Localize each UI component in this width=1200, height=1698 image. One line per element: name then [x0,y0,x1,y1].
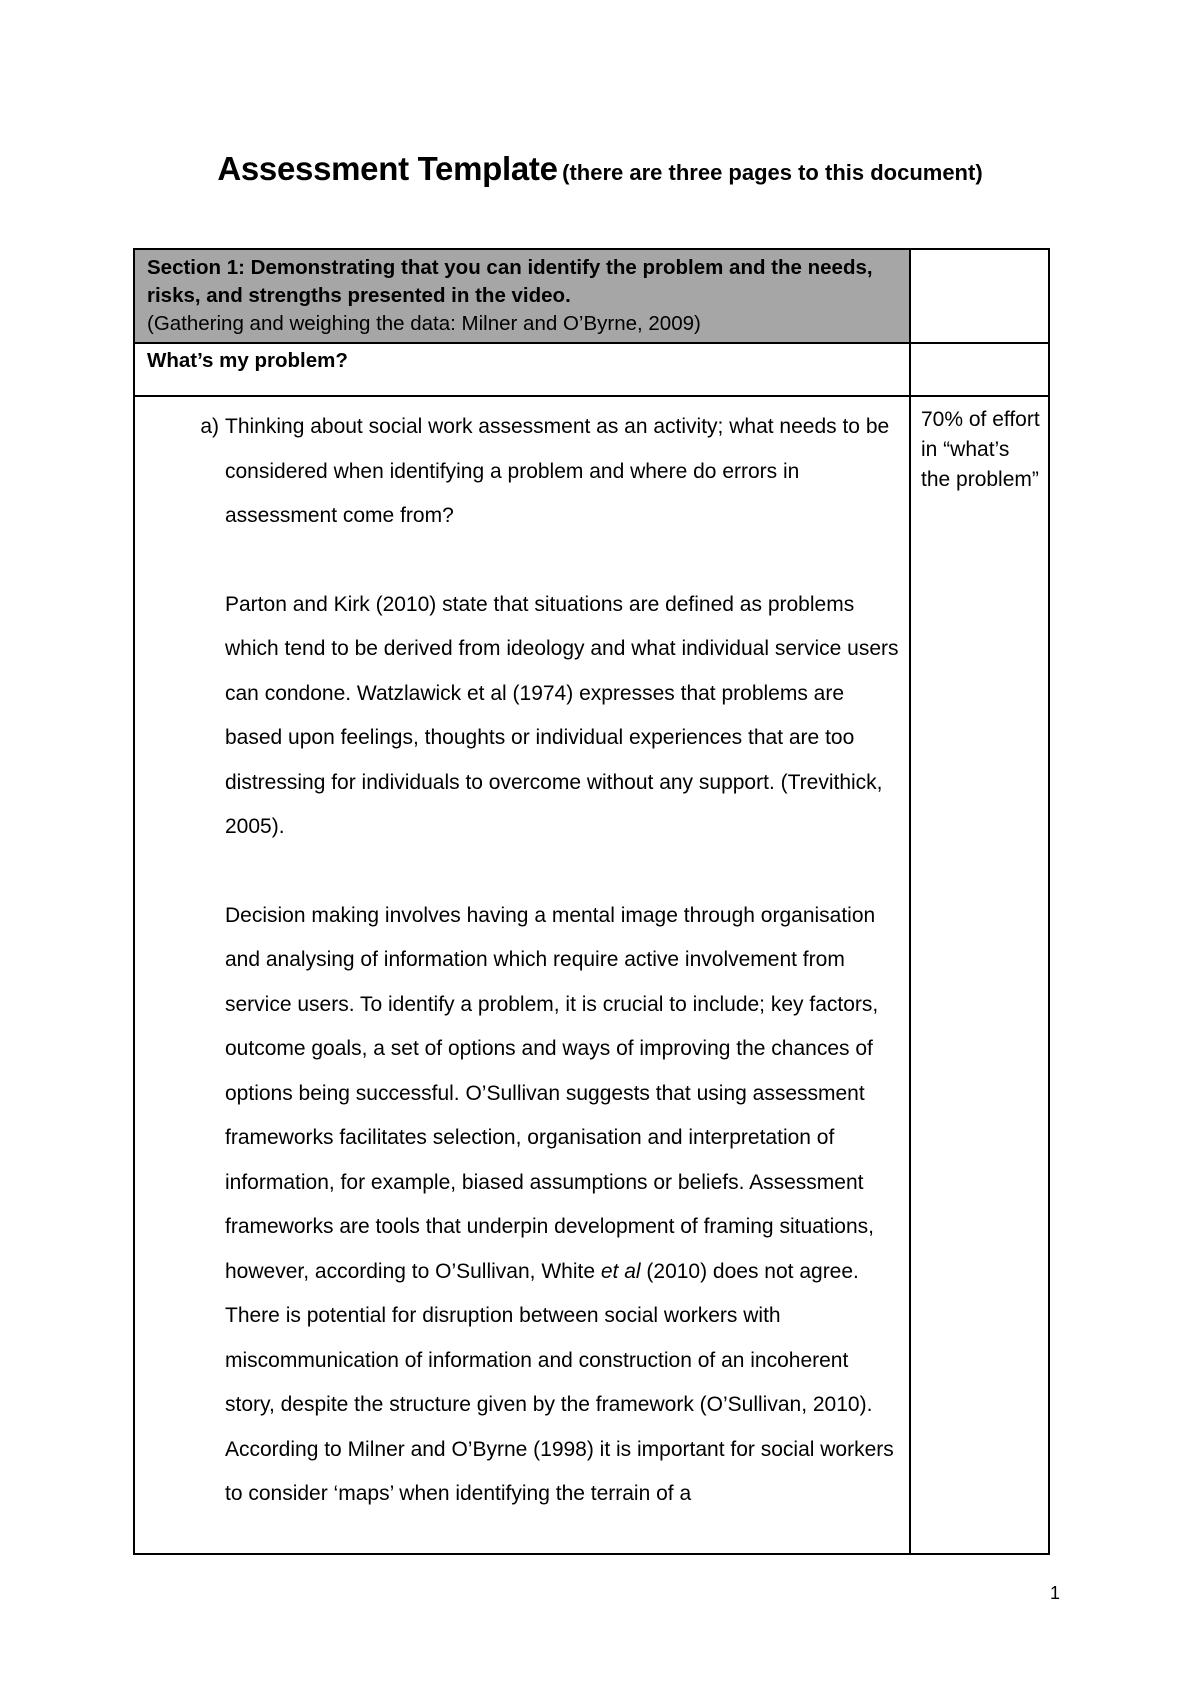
paragraph-2-italic: et al [600,1259,641,1283]
section-header-row [134,249,1049,343]
answer-cell [134,396,910,1554]
section-header-title: Section 1: Demonstrating that you can identify the problem and the needs, risks, and strengths presented in the video. [147,256,873,307]
question-side-cell [910,343,1049,396]
item-a-prompt: Thinking about social work assessment as an activity; what needs to be considered when identifying a problem and where do errors in assessment come from? [225,415,890,527]
paragraph-2-text: Decision making involves having a mental image through organisation and analysing of information which require active involvement from service users. To identify a problem, it is crucial to include; key factors, outcome goals, a set of options and ways of improving the chances of options being successful. O’Sullivan suggests that using assessment frameworks facilitates selection, organisation and interpretation of information, for example, biased assumptions or beliefs. Assessment frameworks are tools that underpin development of framing situations, however, according to O’Sullivan, White [225,903,879,1283]
page-number: 1 [1049,1583,1060,1603]
section-header-reference: (Gathering and weighing the data: Milner and O’Byrne, 2009) [147,312,701,335]
question-heading: What’s my problem? [134,343,910,396]
title-subtitle: (there are three pages to this document) [562,160,983,185]
answer-paragraph-2 [135,894,899,1428]
answer-paragraph-1: Parton and Kirk (2010) state that situations are defined as problems which tend to be derived from ideology and what individual service users can condone. Watzlawick et al (1974) expresses that problems are based upon feelings, thoughts or individual experiences that are too distressing for individuals to overcome without any support. (Trevithick, 2005). [225,592,899,838]
item-a-label: a) [200,415,219,438]
question-row [134,343,1049,396]
section-header-cell [134,249,910,343]
answer-paragraph-3: According to Milner and O’Byrne (1998) it is important for social workers to consider ‘maps’ when identifying the terrain of a [225,1437,894,1505]
answer-row [134,396,1049,1554]
title-main: Assessment Template [217,150,558,187]
paragraph-2-text-end: (2010) does not agree. There is potential for disruption between social workers with miscommunication of information and construction of an incoherent story, despite the structure given by the framework (O’Sullivan, 2010). [225,1259,873,1416]
document-title [0,150,1200,188]
assessment-table [133,248,1050,1555]
item-a [135,405,899,539]
section-header-side-cell [910,249,1049,343]
effort-note: 70% of effort in “what’s the problem” [910,396,1049,1554]
